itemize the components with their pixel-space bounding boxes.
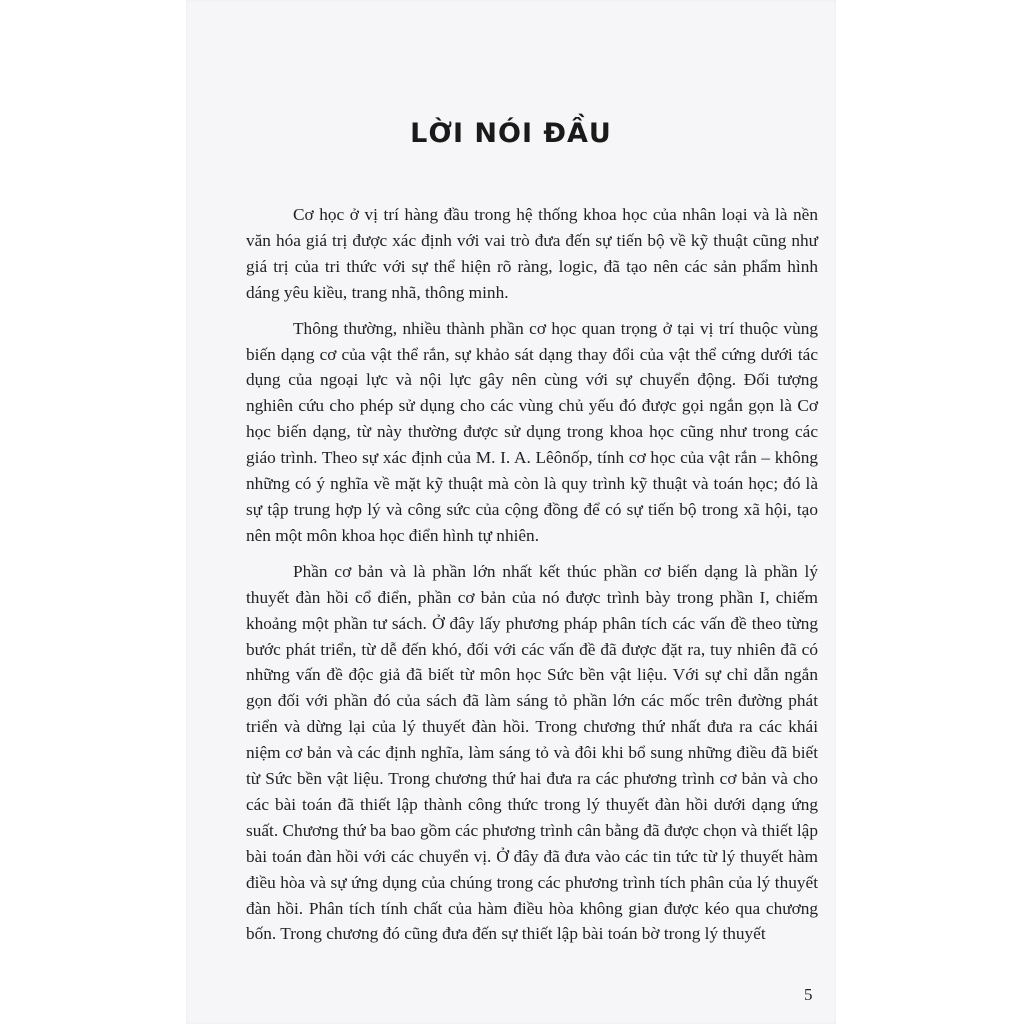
paragraph-2: Thông thường, nhiều thành phần cơ học quan trọng ở tại vị trí thuộc vùng biến dạng cơ của vật thể rắn, sự khảo sát dạng thay đổi của vật thể cứng dưới tác dụng của ngoại lực và nội lực gây nên cùng với sự chuyển động. Đối tượng nghiên cứu cho phép sử dụng cho các vùng chủ yếu đó được gọi ngắn gọn là Cơ học biến dạng, từ này thường được sử dụng trong khoa học cũng như trong các giáo trình. Theo sự xác định của M. I. A. Lêônốp, tính cơ học của vật rắn – không những có ý nghĩa về mặt kỹ thuật mà còn là quy trình kỹ thuật và toán học; đó là sự tập trung hợp lý và công sức của cộng đồng để có sự tiến bộ trong xã hội, tạo nên một môn khoa học điển hình tự nhiên. <box>246 318 818 545</box>
book-page <box>186 0 836 1024</box>
paragraph-1: Cơ học ở vị trí hàng đầu trong hệ thống khoa học của nhân loại và là nền văn hóa giá trị được xác định với vai trò đưa đến sự tiến bộ về kỹ thuật cũng như giá trị của tri thức với sự thể hiện rõ ràng, logic, đã tạo nên các sản phẩm hình dáng yêu kiều, trang nhã, thông minh. <box>246 205 818 302</box>
page-title: LỜI NÓI ĐẦU <box>410 118 612 149</box>
paragraph-3: Phần cơ bản và là phần lớn nhất kết thúc phần cơ biến dạng là phần lý thuyết đàn hồi cổ điển, phần cơ bản của nó được trình bày trong phần I, chiếm khoảng một phần tư sách. Ở đây lấy phương pháp phân tích các vấn đề theo từng bước phát triển, từ dễ đến khó, đối với các vấn đề đã được đặt ra, tuy nhiên đã có những vấn đề độc giả đã biết từ môn học Sức bền vật liệu. Với sự chỉ dẫn ngắn gọn đối với phần đó của sách đã làm sáng tỏ phần lớn các mốc trên đường phát triển và dừng lại của lý thuyết đàn hồi. Trong chương thứ nhất đưa ra các khái niệm cơ bản và các định nghĩa, làm sáng tỏ và đôi khi bổ sung những điều đã biết từ Sức bền vật liệu. Trong chương thứ hai đưa ra các phương trình cơ bản và cho các bài toán đã thiết lập thành công thức trong lý thuyết đàn hồi dưới dạng ứng suất. Chương thứ ba bao gồm các phương trình cân bằng đã được chọn và thiết lập bài toán đàn hồi với các chuyển vị. Ở đây đã đưa vào các tin tức từ lý thuyết hàm điều hòa và sự ứng dụng của chúng trong các phương trình tích phân của lý thuyết đàn hồi. Phân tích tính chất của hàm điều hòa không gian được kéo qua chương bốn. Trong chương đó cũng đưa đến sự thiết lập bài toán bờ trong lý thuyết <box>246 561 818 944</box>
page-number: 5 <box>804 985 813 1004</box>
body-text <box>246 202 818 957</box>
